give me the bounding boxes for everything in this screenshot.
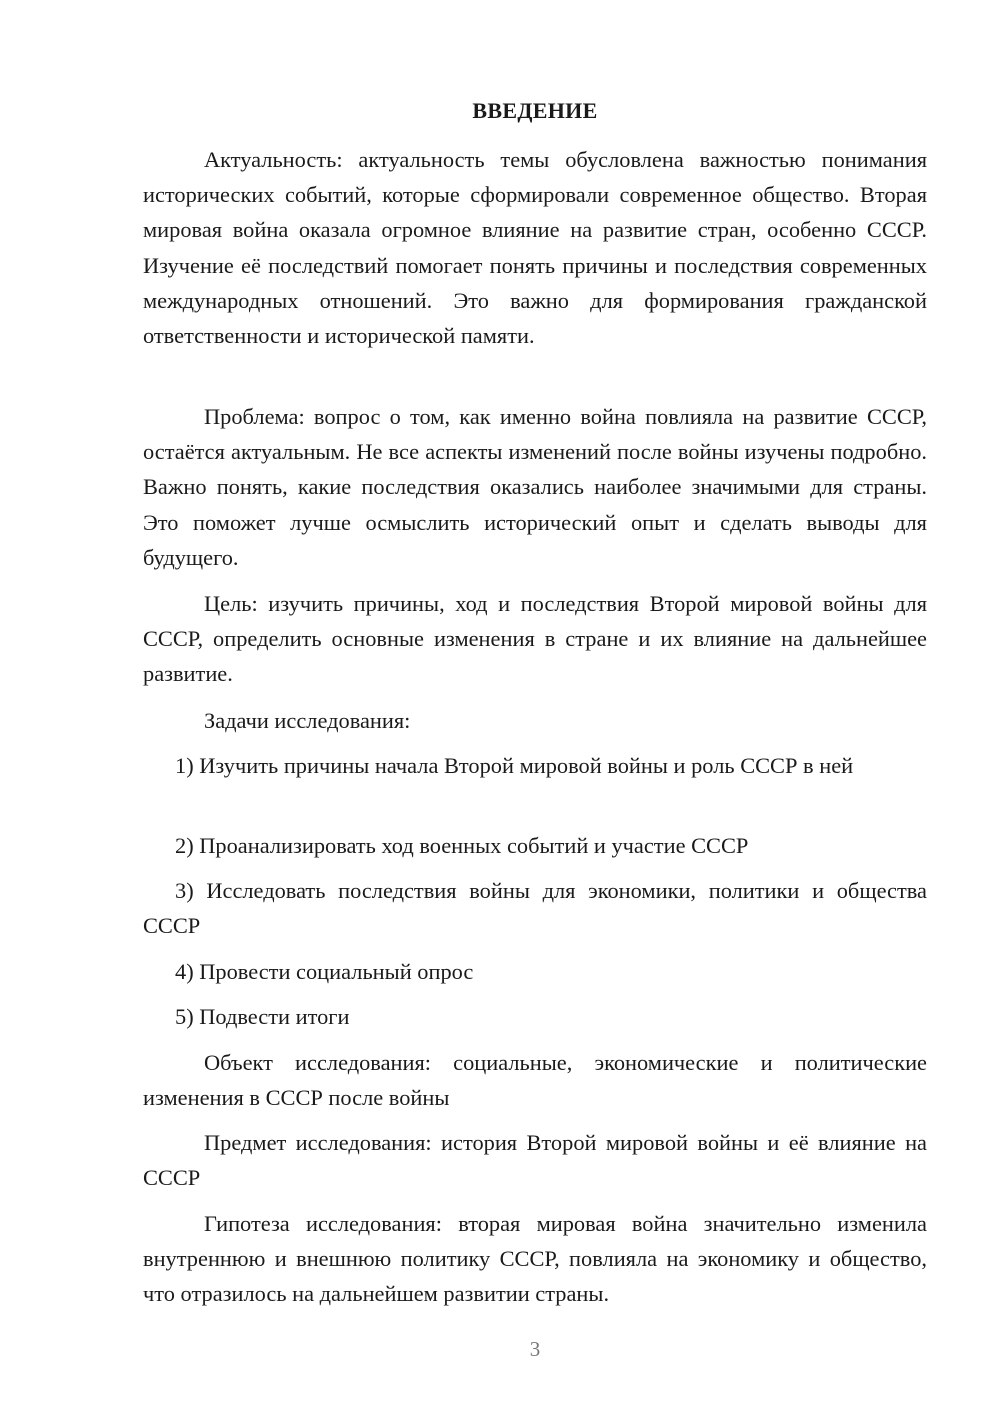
task-item-1: 1) Изучить причины начала Второй мировой войны и роль СССР в ней: [175, 753, 854, 778]
hypothesis-paragraph: Гипотеза исследования: вторая мировая война значительно изменила внутреннюю и внешнюю политику СССР, повлияла на экономику и общество, что отразилось на дальнейшем развитии страны.: [143, 1211, 927, 1307]
goal-paragraph: Цель: изучить причины, ход и последствия Второй мировой войны для СССР, определить основные изменения в стране и их влияние на дальнейшее развитие.: [143, 591, 927, 687]
task-item-5: 5) Подвести итоги: [175, 1004, 350, 1029]
object-paragraph: Объект исследования: социальные, экономические и политические изменения в СССР после войны: [143, 1050, 927, 1111]
tasks-heading: Задачи исследования:: [204, 708, 411, 733]
subject-paragraph: Предмет исследования: история Второй мировой войны и её влияние на СССР: [143, 1130, 927, 1191]
task-item-4: 4) Провести социальный опрос: [175, 959, 474, 984]
task-item-3: 3) Исследовать последствия войны для экономики, политики и общества СССР: [143, 878, 927, 939]
problem-paragraph: Проблема: вопрос о том, как именно война повлияла на развитие СССР, остаётся актуальным. Не все аспекты изменений после войны изучены подробно. Важно понять, какие последствия оказались наиболее значимыми для страны. Это поможет лучше осмыслить исторический опыт и сделать выводы для будущего.: [143, 404, 927, 570]
relevance-paragraph: Актуальность: актуальность темы обусловлена важностью понимания исторических событий, которые сформировали современное общество. Вторая мировая война оказала огромное влияние на развитие стран, особенно СССР. Изучение её последствий помогает понять причины и последствия современных международных отношений. Это важно для формирования гражданской ответственности и исторической памяти.: [143, 147, 927, 349]
task-item-2: 2) Проанализировать ход военных событий и участие СССР: [175, 833, 749, 858]
section-title: ВВЕДЕНИЕ: [472, 98, 598, 123]
page-number: 3: [529, 1337, 541, 1361]
